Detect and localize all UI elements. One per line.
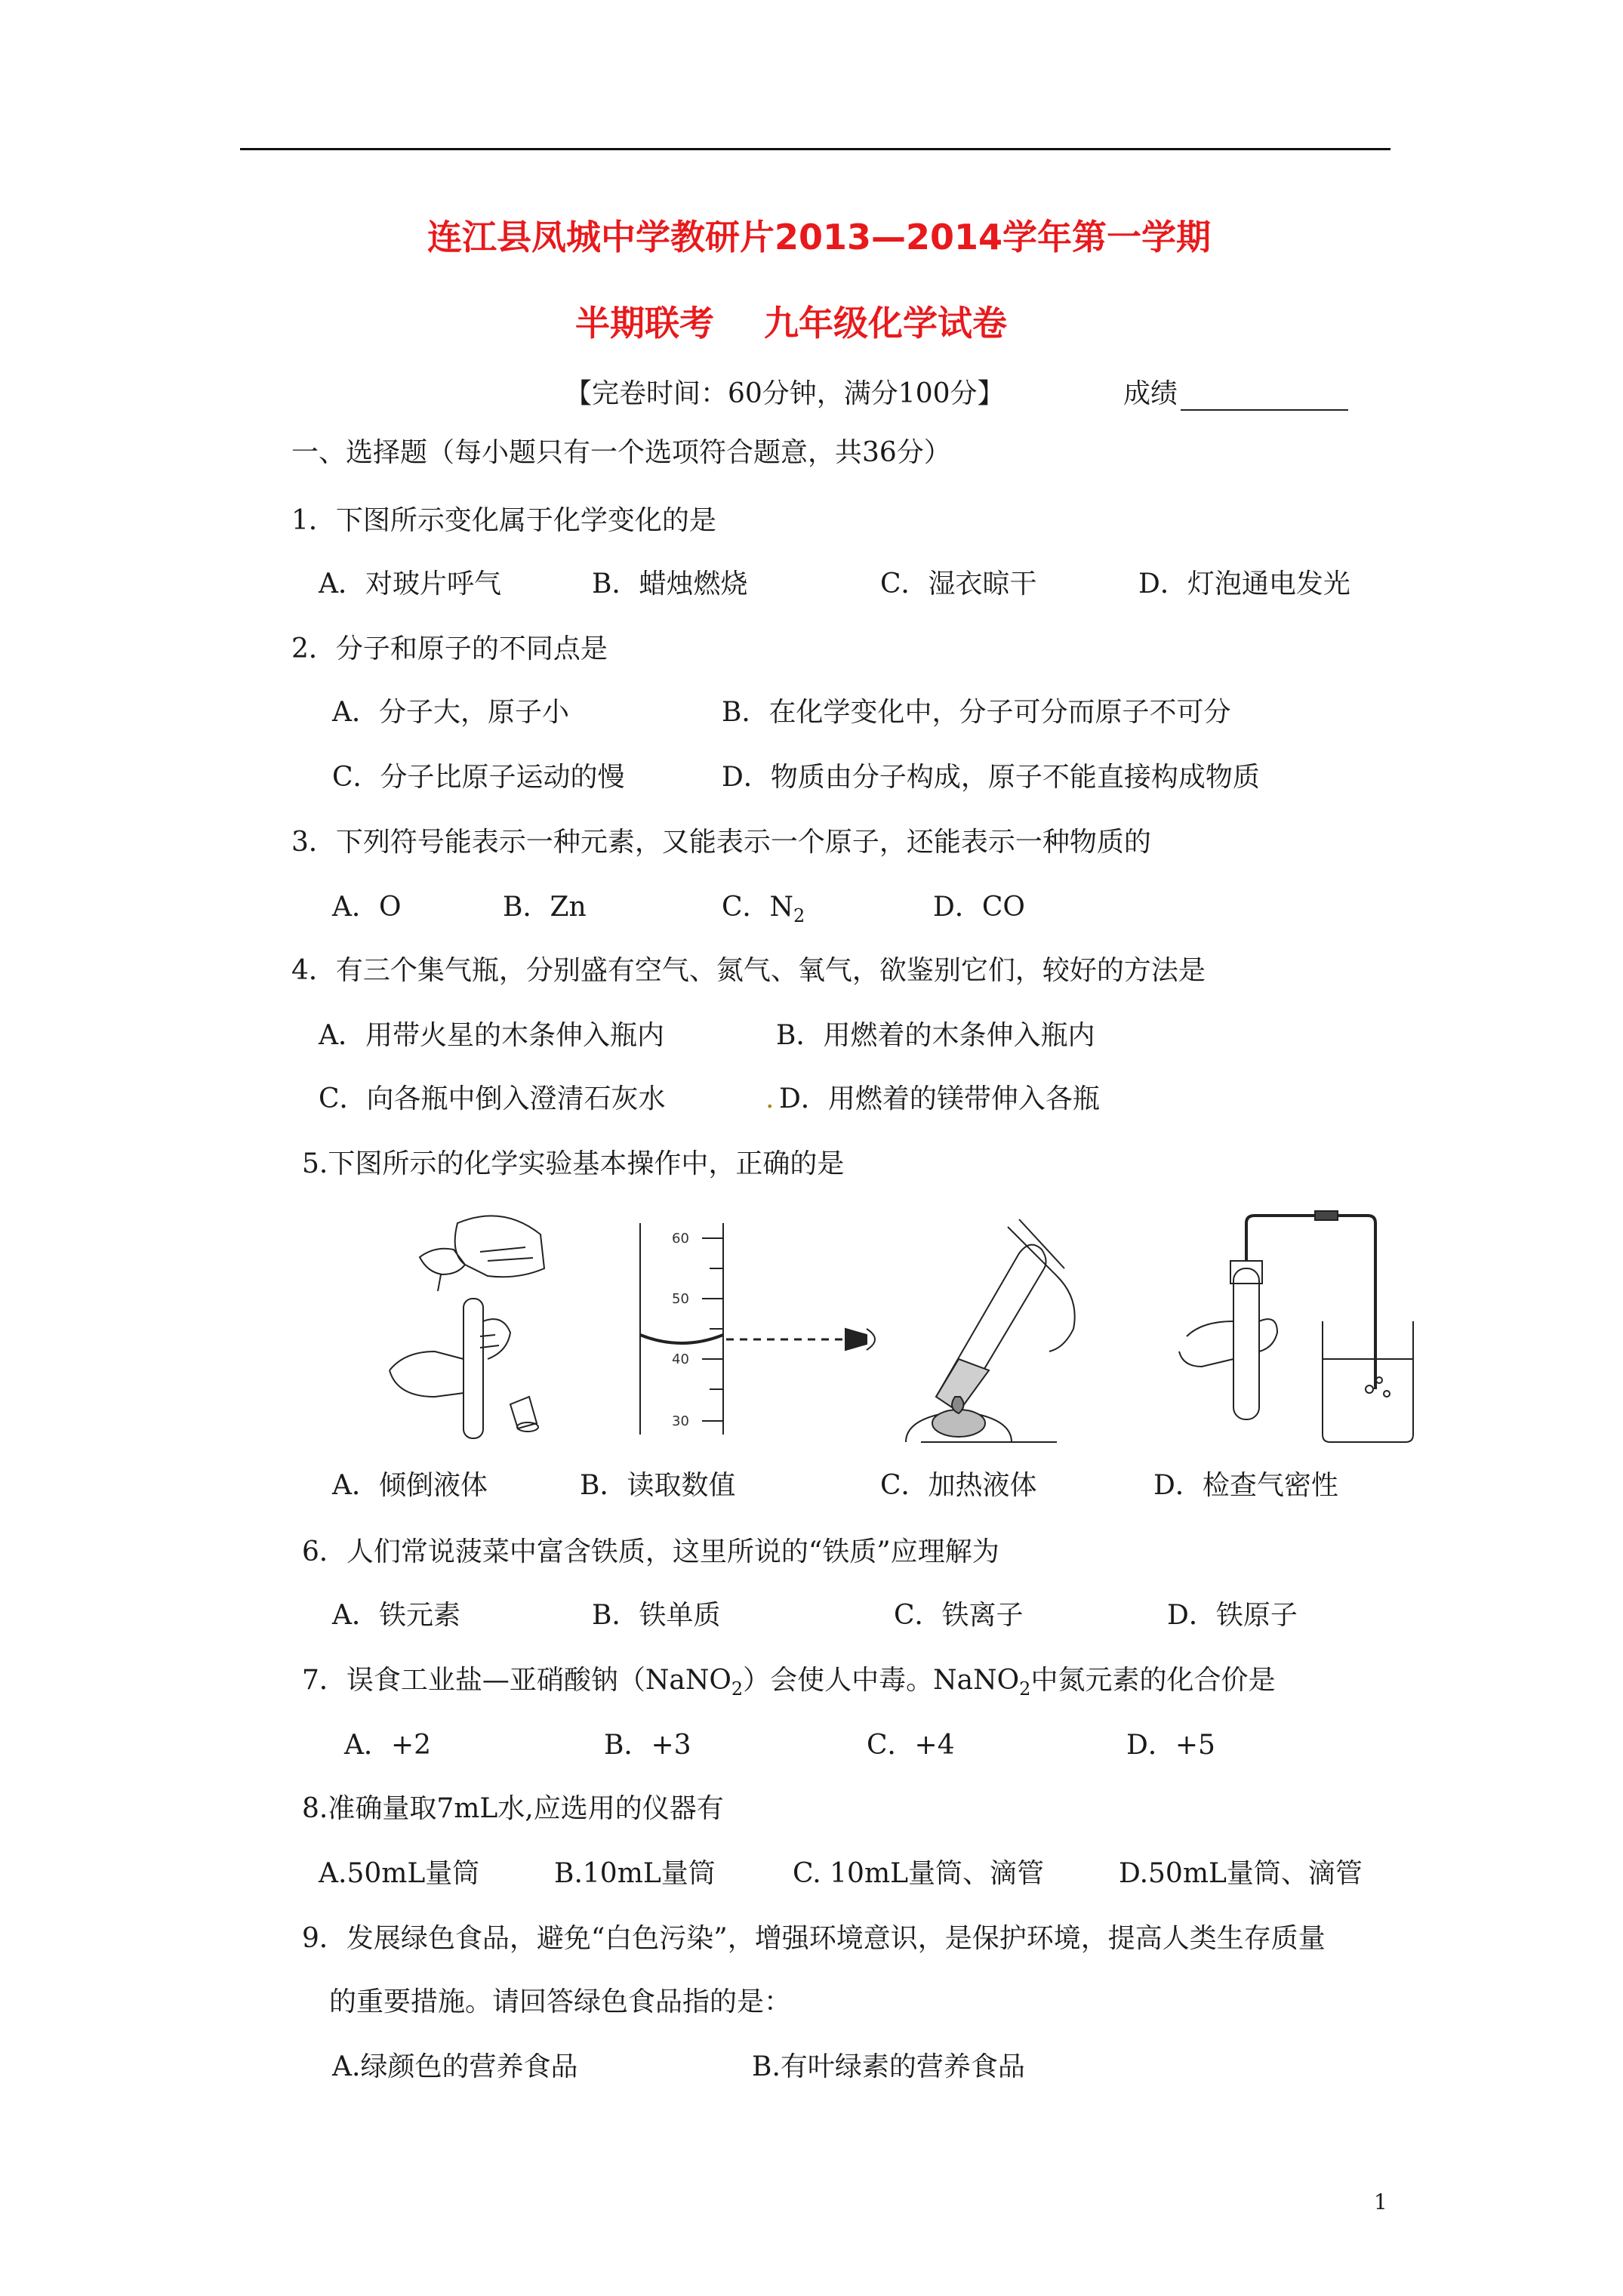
question-4-option-c: C．向各瓶中倒入澄清石灰水: [319, 1083, 666, 1114]
section-heading: 一、选择题（每小题只有一个选项符合题意，共36分）: [291, 437, 951, 468]
question-9-stem-line1: 9．发展绿色食品，避免“白色污染”，增强环境意识，是保护环境，提高人类生存质量: [302, 1923, 1326, 1954]
question-1-option-d: D．灯泡通电发光: [1138, 569, 1350, 599]
question-3-option-b: B．Zn: [503, 892, 587, 923]
question-3-option-a: A．O: [332, 892, 402, 923]
cylinder-mark-50: 50: [672, 1291, 689, 1307]
question-9-option-b: B.有叶绿素的营养食品: [752, 2051, 1025, 2082]
question-9-option-a: A.绿颜色的营养食品: [332, 2051, 578, 2082]
cylinder-mark-40: 40: [672, 1351, 689, 1367]
question-1-option-b: B．蜡烛燃烧: [592, 569, 748, 599]
question-5-stem: 5.下图所示的化学实验基本操作中，正确的是: [302, 1148, 845, 1179]
pouring-liquid-figure: [374, 1208, 571, 1450]
question-6-option-c: C．铁离子: [894, 1600, 1024, 1631]
exam-title-line1: 连江县凤城中学教研片2013—2014学年第一学期: [427, 217, 1212, 257]
exam-title-part1: 半期联考: [575, 303, 714, 344]
question-3-stem: 3．下列符号能表示一种元素，又能表示一个原子，还能表示一种物质的: [291, 827, 1151, 858]
score-label: 成绩: [1123, 378, 1178, 409]
question-8-option-c: C. 10mL量筒、滴管: [793, 1858, 1045, 1889]
question-6-option-a: A．铁元素: [332, 1600, 460, 1631]
question-7-stem: 7．误食工业盐—亚硝酸钠（NaNO$_2$）会使人中毒。NaNO$_2$中氮元素的化合价是: [302, 1665, 1276, 1700]
question-8-option-a: A.50mL量筒: [319, 1858, 480, 1889]
airtightness-check-figure: [1172, 1208, 1413, 1450]
reading-cylinder-figure: [627, 1208, 906, 1450]
question-6-option-b: B．铁单质: [592, 1600, 721, 1631]
question-3-option-d: D．CO: [933, 892, 1025, 923]
question-7-option-d: D．+5: [1126, 1730, 1215, 1761]
question-9-stem-line2: 的重要措施。请回答绿色食品指的是：: [329, 1986, 792, 2017]
question-4-option-b: B．用燃着的木条伸入瓶内: [776, 1020, 1095, 1051]
question-2-option-b: B．在化学变化中，分子可分而原子不可分: [722, 697, 1231, 728]
header-rule: [240, 148, 1390, 150]
question-3-option-c: C．$N_2$: [722, 892, 805, 927]
score-blank: [1181, 384, 1348, 411]
question-6-stem: 6．人们常说菠菜中富含铁质，这里所说的“铁质”应理解为: [302, 1536, 999, 1567]
question-7-option-c: C．+4: [867, 1730, 955, 1761]
exam-title-part2: 九年级化学试卷: [764, 303, 1007, 344]
question-5-option-d: D．检查气密性: [1153, 1470, 1338, 1501]
question-1-option-a: A．对玻片呼气: [319, 569, 501, 599]
exam-info: 【完卷时间：60分钟，满分100分】: [565, 378, 1005, 409]
question-5-option-c: C．加热液体: [880, 1470, 1037, 1501]
question-2-option-d: D．物质由分子构成，原子不能直接构成物质: [722, 762, 1260, 793]
question-7-option-b: B．+3: [604, 1730, 691, 1761]
question-2-option-a: A．分子大，原子小: [332, 697, 569, 728]
question-1-stem: 1．下图所示变化属于化学变化的是: [291, 505, 716, 536]
question-4-option-d: D．用燃着的镁带伸入各瓶: [779, 1083, 1100, 1114]
question-8-stem: 8.准确量取7mL水,应选用的仪器有: [302, 1793, 724, 1824]
question-4-option-a: A．用带火星的木条伸入瓶内: [319, 1020, 664, 1051]
question-5-option-b: B．读取数值: [580, 1470, 736, 1501]
question-8-option-b: B.10mL量筒: [554, 1858, 716, 1889]
stray-mark: .: [765, 1083, 775, 1114]
cylinder-mark-30: 30: [672, 1413, 689, 1429]
question-6-option-d: D．铁原子: [1167, 1600, 1298, 1631]
question-2-option-c: C．分子比原子运动的慢: [332, 762, 625, 793]
question-1-option-c: C．湿衣晾干: [880, 569, 1037, 599]
question-2-stem: 2．分子和原子的不同点是: [291, 633, 608, 664]
page-number: 1: [1374, 2190, 1387, 2214]
question-4-stem: 4．有三个集气瓶，分别盛有空气、氮气、氧气，欲鉴别它们，较好的方法是: [291, 955, 1206, 986]
question-5-option-a: A．倾倒液体: [332, 1470, 488, 1501]
question-7-option-a: A．+2: [344, 1730, 432, 1761]
cylinder-mark-60: 60: [672, 1231, 689, 1247]
score-field: [1123, 378, 1348, 411]
heating-liquid-figure: [876, 1208, 1095, 1450]
question-8-option-d: D.50mL量筒、滴管: [1119, 1858, 1363, 1889]
